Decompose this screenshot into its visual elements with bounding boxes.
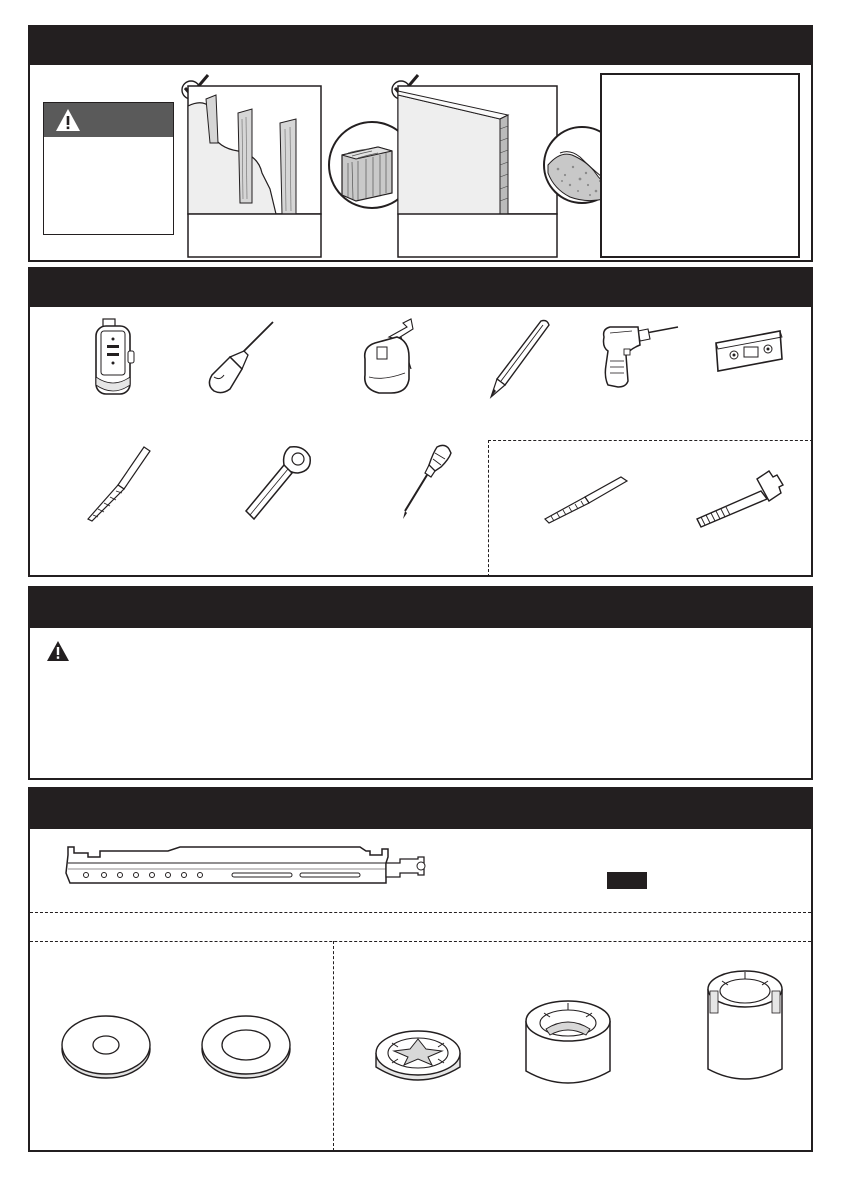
warning-box: [43, 102, 174, 235]
tools-header: [30, 269, 811, 307]
screwdriver-icon: [385, 441, 465, 525]
wall-notes-box: [600, 73, 800, 258]
parts-divider-vertical: [333, 941, 334, 1151]
short-spacer-illustration: [372, 1021, 468, 1091]
parts-divider-2: [30, 941, 811, 942]
tools-section: [28, 267, 813, 577]
wood-grain-closeup: [342, 147, 392, 201]
wall-types-header: [30, 27, 811, 65]
spirit-level-icon: [712, 327, 784, 377]
warning-triangle-icon: [46, 640, 70, 662]
power-drill-icon: [598, 321, 682, 391]
warning-triangle-icon: [55, 108, 81, 132]
pencil-icon: [485, 317, 555, 401]
socket-wrench-icon: [238, 441, 318, 525]
masonry-drill-bit-icon: [541, 471, 631, 531]
mounting-bracket-illustration: [60, 833, 440, 889]
parts-section: [28, 787, 813, 1152]
tall-spacer-illustration: [702, 965, 788, 1089]
warning-banner: [44, 103, 173, 137]
caution-section: [28, 586, 813, 780]
awl-icon: [200, 319, 280, 399]
optional-tools-panel: [488, 440, 813, 577]
stud-finder-icon: [90, 317, 140, 399]
wood-stud-wall-illustration: [180, 73, 420, 259]
large-washer-illustration: [198, 1015, 298, 1089]
tape-measure-icon: [355, 317, 425, 399]
wall-types-section: [28, 25, 813, 262]
parts-divider-1: [30, 912, 811, 913]
part-quantity-tag: [607, 872, 647, 889]
parts-header: [30, 789, 811, 829]
drill-bit-icon: [78, 443, 158, 527]
small-washer-illustration: [58, 1015, 158, 1089]
concrete-wall-illustration: [390, 73, 630, 259]
medium-spacer-illustration: [520, 995, 616, 1091]
hammer-icon: [691, 467, 787, 533]
caution-header: [30, 588, 811, 628]
